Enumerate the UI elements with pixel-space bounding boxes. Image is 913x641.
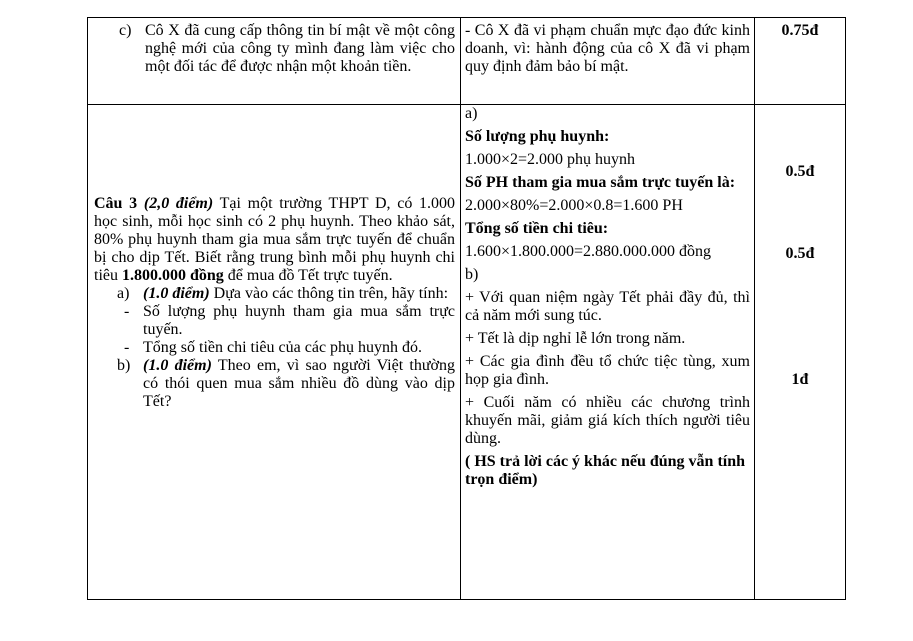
- part-a-points: (1.0 điểm): [143, 285, 210, 302]
- answer-value: 1.600×1.800.000=2.880.000.000 đồng: [465, 243, 712, 260]
- bullet-mark: -: [124, 303, 130, 320]
- item-label: c): [119, 22, 132, 39]
- question-intro: [94, 195, 455, 285]
- answer-heading: Tổng số tiền chi tiêu:: [465, 220, 609, 237]
- score-cell: [755, 18, 846, 105]
- intro-text-end: để mua đồ Tết trực tuyến.: [227, 267, 393, 284]
- answer-point: + Cuối năm có nhiều các chương trình khuyến mãi, giảm giá kích thích người tiêu dùng.: [465, 394, 750, 447]
- answer-value: 2.000×80%=2.000×0.8=1.600 PH: [465, 197, 683, 214]
- answer-part-label: a): [465, 105, 478, 122]
- bullet-mark: -: [124, 339, 130, 356]
- score-value: 0.5đ: [785, 245, 815, 262]
- answer-part-label: b): [465, 266, 479, 283]
- bullet-text: Số lượng phụ huynh tham gia mua sắm trực tuyến.: [143, 303, 455, 338]
- table-row: [88, 105, 846, 600]
- bullet-text: Tổng số tiền chi tiêu của các phụ huynh đó.: [143, 339, 423, 356]
- table-row: [88, 18, 846, 105]
- part-b-text: Theo em, vì sao người Việt thường có thói quen mua sắm nhiều đồ dùng vào dịp Tết?: [143, 357, 455, 410]
- score-value: 1đ: [791, 371, 809, 388]
- part-b-points: (1.0 điểm): [143, 357, 212, 374]
- answer-point: + Các gia đình đều tổ chức tiệc tùng, xum họp gia đình.: [465, 353, 750, 388]
- answer-value: 1.000×2=2.000 phụ huynh: [465, 151, 636, 168]
- part-b-label: b): [117, 357, 131, 374]
- part-b: [117, 357, 455, 411]
- part-a: [117, 285, 455, 303]
- answer-heading: Số lượng phụ huynh:: [465, 128, 610, 145]
- answer-cell: [461, 18, 755, 105]
- score-value: 0.75đ: [781, 22, 819, 39]
- answer-heading: Số PH tham gia mua sắm trực tuyến là:: [465, 174, 736, 191]
- bullet-item: [124, 303, 455, 339]
- answer-text: - Cô X đã vi phạm chuẩn mực đạo đức kinh doanh, vì: hành động của cô X đã vi phạm quy định đảm bảo bí mật.: [465, 22, 750, 75]
- answer-point: + Với quan niệm ngày Tết phải đầy đủ, thì cả năm mới sung túc.: [465, 289, 750, 324]
- bullet-item: [124, 339, 455, 357]
- score-value: 0.5đ: [785, 163, 815, 180]
- question-title: Câu 3: [94, 195, 138, 212]
- answer-key-table: [87, 17, 846, 600]
- intro-text: Tại một trường THPT D, có 1.000 học sinh, mỗi học sinh có 2 phụ huynh. Theo khảo sát, 80% phụ huynh tham gia mua sắm trực tuyến để chuẩn bị cho dịp Tết. Biết rằng trung bình mỗi phụ huynh chi tiêu: [94, 195, 456, 284]
- question-cell: [88, 18, 461, 105]
- answer-point: + Tết là dịp nghỉ lễ lớn trong năm.: [465, 330, 686, 347]
- question-cell: [88, 105, 461, 600]
- question-points: (2,0 điểm): [143, 195, 214, 212]
- answer-cell: [461, 105, 755, 600]
- question-text: Cô X đã cung cấp thông tin bí mật về một công nghệ mới của công ty mình đang làm việc cho một đối tác để được nhận một khoản tiền.: [145, 22, 455, 75]
- score-cell: [755, 105, 846, 600]
- grading-note: ( HS trả lời các ý khác nếu đúng vẫn tính trọn điểm): [465, 453, 746, 488]
- intro-amount: 1.800.000 đồng: [122, 267, 224, 284]
- part-a-text: Dựa vào các thông tin trên, hãy tính:: [213, 285, 449, 302]
- part-a-label: a): [117, 285, 130, 302]
